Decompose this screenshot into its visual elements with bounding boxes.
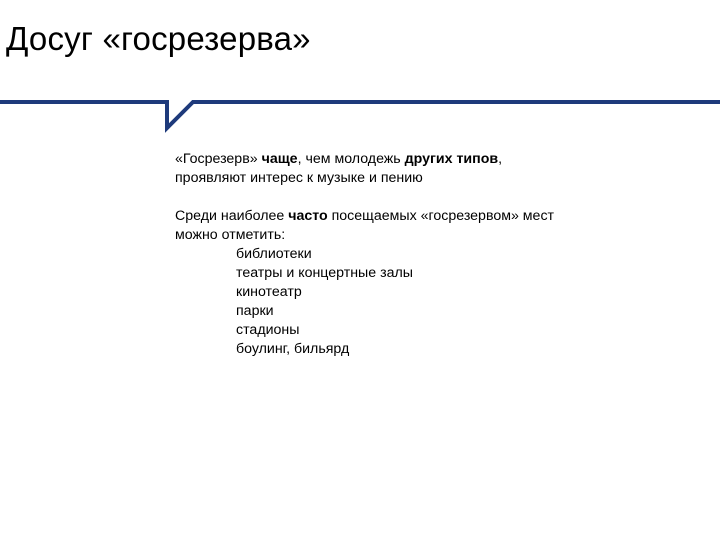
list-item: театры и концертные залы — [236, 265, 413, 281]
venues-list — [175, 245, 555, 359]
venues-bold-often: часто — [288, 208, 328, 224]
venues-text-2: посещаемых «госрезервом» мест можно отметить: — [175, 208, 555, 243]
interest-text-2: , чем молодежь — [297, 151, 405, 167]
slide-title: Досуг «госрезерва» — [6, 20, 311, 57]
list-item: боулинг, бильярд — [236, 341, 350, 357]
interest-bold-more-often: чаще — [261, 151, 298, 167]
list-item: стадионы — [236, 322, 300, 338]
interest-text-1: «Госрезерв» — [175, 151, 262, 167]
slide-body — [175, 150, 555, 359]
list-item: кинотеатр — [236, 284, 302, 300]
list-item: библиотеки — [236, 246, 312, 262]
callout-divider-line — [0, 102, 720, 128]
venues-text-1: Среди наиболее — [175, 208, 289, 224]
interest-text-3: , проявляют интерес к музыке и пению — [175, 151, 503, 186]
list-item: парки — [236, 303, 274, 319]
interest-bold-other-types: других типов — [404, 151, 499, 167]
venues-paragraph — [175, 207, 555, 245]
interest-paragraph — [175, 150, 555, 188]
